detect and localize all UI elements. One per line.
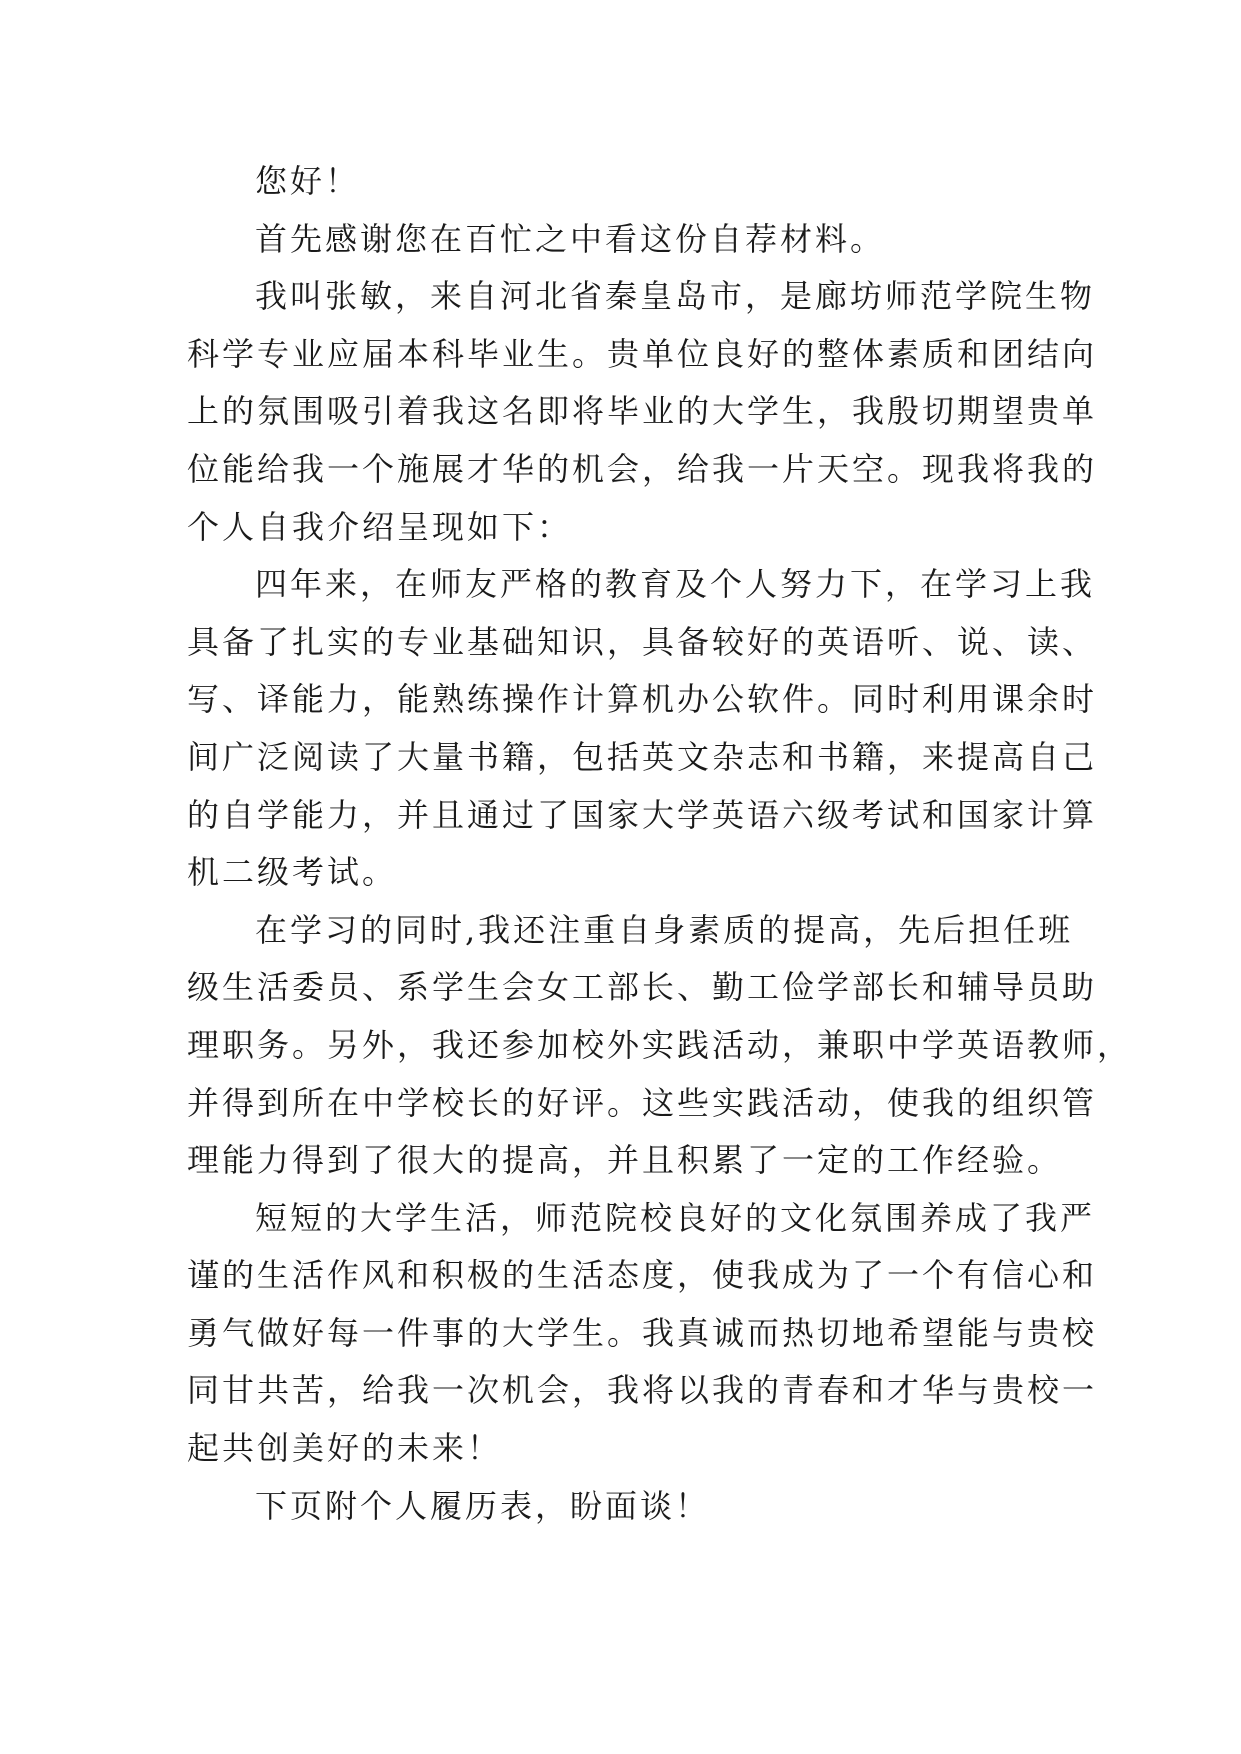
paragraph-line: 具备了扎实的专业基础知识，具备较好的英语听、说、读、 (187, 622, 1098, 661)
paragraph-line: 个人自我介绍呈现如下： (187, 507, 573, 546)
paragraph-line: 谨的生活作风和积极的生活态度，使我成为了一个有信心和 (187, 1256, 1098, 1295)
thanks-paragraph: 首先感谢您在百忙之中看这份自荐材料。 (255, 219, 886, 258)
paragraph-line: 科学专业应届本科毕业生。贵单位良好的整体素质和团结向 (187, 334, 1098, 373)
paragraph-line: 机二级考试。 (187, 853, 398, 892)
intro-paragraph (187, 268, 1098, 556)
attachment-note: 下页附个人履历表，盼面谈！ (255, 1486, 711, 1525)
paragraph-line: 写、译能力，能熟练操作计算机办公软件。同时利用课余时 (187, 680, 1098, 719)
closing-paragraph (187, 1190, 1098, 1478)
paragraph-line: 在学习的同时,我还注重自身素质的提高，先后担任班 (255, 910, 1074, 949)
paragraph-line: 级生活委员、系学生会女工部长、勤工俭学部长和辅导员助 (187, 968, 1098, 1007)
paragraph-line: 起共创美好的未来！ (187, 1429, 503, 1468)
letter-body (187, 153, 1133, 1535)
paragraph-line: 上的氛围吸引着我这名即将毕业的大学生，我殷切期望贵单 (187, 392, 1098, 431)
paragraph-line: 四年来，在师友严格的教育及个人努力下，在学习上我 (255, 565, 1096, 604)
paragraph-line: 理能力得到了很大的提高，并且积累了一定的工作经验。 (187, 1141, 1063, 1180)
paragraph-line: 我叫张敏，来自河北省秦皇岛市，是廊坊师范学院生物 (255, 277, 1096, 316)
practice-paragraph (187, 902, 1133, 1190)
paragraph-line: 同甘共苦，给我一次机会，我将以我的青春和才华与贵校一 (187, 1371, 1098, 1410)
paragraph-line: 位能给我一个施展才华的机会，给我一片天空。现我将我的 (187, 449, 1098, 488)
study-paragraph (187, 556, 1098, 902)
paragraph-line: 间广泛阅读了大量书籍，包括英文杂志和书籍，来提高自己 (187, 737, 1098, 776)
greeting: 您好！ (255, 162, 361, 200)
paragraph-line: 并得到所在中学校长的好评。这些实践活动，使我的组织管 (187, 1083, 1098, 1122)
paragraph-line: 理职务。另外，我还参加校外实践活动，兼职中学英语教师， (187, 1025, 1133, 1064)
paragraph-line: 短短的大学生活，师范院校良好的文化氛围养成了我严 (255, 1198, 1096, 1237)
paragraph-line: 的自学能力，并且通过了国家大学英语六级考试和国家计算 (187, 795, 1098, 834)
paragraph-line: 勇气做好每一件事的大学生。我真诚而热切地希望能与贵校 (187, 1313, 1098, 1352)
